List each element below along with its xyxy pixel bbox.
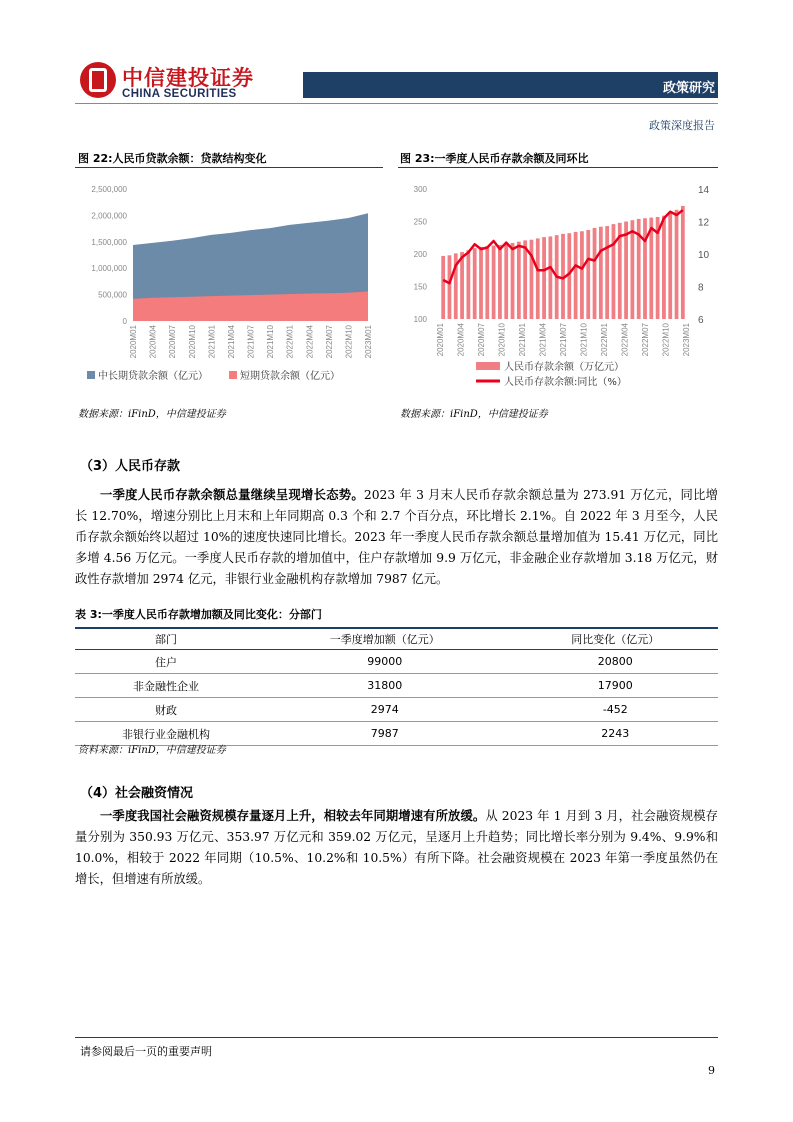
x-tick-label: 2021M10: [266, 325, 276, 359]
bar: [586, 230, 590, 319]
fig22-title: 图 22:人民币贷款余额：贷款结构变化: [78, 152, 267, 165]
y-tick-label: 1,500,000: [91, 237, 127, 247]
fig22-rule: [75, 167, 383, 168]
x-tick-label: 2022M07: [324, 325, 334, 359]
section3-paragraph: [75, 485, 718, 590]
section4-lead: 一季度我国社会融资规模存量逐月上升，相较去年同期增速有所放缓。: [100, 809, 486, 823]
table-cell: 非银行业金融机构: [75, 722, 257, 746]
y-tick-label: 2,500,000: [91, 185, 127, 194]
table-cell: 财政: [75, 698, 257, 722]
table-row: [75, 698, 718, 722]
x-tick-label: 2021M04: [226, 325, 236, 359]
table-cell: -452: [513, 698, 718, 722]
bar: [542, 237, 546, 319]
x-tick-label: 2022M01: [600, 323, 609, 357]
y-left-tick-label: 200: [413, 250, 427, 259]
y-right-tick-label: 8: [698, 282, 704, 294]
legend-label: 人民币存款余额:同比（%）: [504, 377, 627, 388]
bar: [630, 220, 634, 319]
bar: [448, 255, 452, 319]
logo-cn-text: 中信建投证券: [122, 66, 254, 90]
x-tick-label: 2021M04: [538, 323, 548, 357]
x-tick-label: 2020M01: [436, 323, 445, 357]
bar: [473, 248, 477, 319]
y-left-tick-label: 150: [413, 282, 427, 292]
table3-title: 表 3:一季度人民币存款增加额及同比变化：分部门: [75, 608, 322, 621]
bar: [536, 238, 540, 319]
y-right-tick-label: 14: [698, 185, 710, 196]
x-tick-label: 2020M10: [497, 323, 507, 357]
section3-body: 2023 年 3 月末人民币存款余额总量为 273.91 万亿元，同比增长 12.70%，增速分别比上月末和上年同期高 0.3 个和 2.7 个百分点，环比增长 2.1%。自 2022 年 3 月至今，人民币存款余额始终以超过 10%的速度快速同比增长。2023 年一季度人民币存款余额总量增加值为 15.41 万亿元，同比多增 4.56 万亿元。一季度人民币存款的增加值中，住户存款增加 9.9 万亿元，非金融企业存款增加 3.18 万亿元，财政性存款增加 2974 亿元，非银行业金融机构存款增加 7987 亿元。: [75, 488, 718, 586]
x-tick-label: 2022M01: [285, 325, 295, 359]
table3-source: 资料来源：iFinD，中信建投证券: [78, 745, 226, 756]
table-cell: 2243: [513, 722, 718, 746]
x-tick-label: 2022M07: [641, 323, 650, 357]
bar: [504, 244, 508, 319]
bar: [460, 252, 464, 319]
logo-en-text: CHINA SECURITIES: [122, 88, 237, 100]
bar: [479, 247, 483, 319]
section4-heading: （4）社会融资情况: [80, 786, 194, 801]
page-number: 9: [708, 1064, 715, 1077]
legend-swatch: [87, 371, 95, 379]
bar: [441, 256, 445, 319]
legend-swatch-bar: [476, 362, 500, 370]
header-section-title: 政策研究: [662, 81, 715, 96]
table-row: [75, 674, 718, 698]
x-tick-label: 2020M07: [168, 325, 178, 359]
legend-label: 人民币存款余额（万亿元）: [504, 362, 624, 373]
table-cell: 住户: [75, 650, 257, 674]
x-tick-label: 2023M01: [364, 325, 373, 359]
y-right-tick-label: 6: [698, 315, 704, 326]
x-tick-label: 2021M10: [579, 323, 589, 357]
report-type: 政策深度报告: [649, 119, 715, 132]
table3-header-cell: 部门: [75, 628, 257, 650]
y-tick-label: 0: [122, 317, 127, 326]
company-logo-icon: [80, 62, 116, 98]
table-cell: 2974: [257, 698, 513, 722]
bar: [605, 226, 609, 319]
fig23-rule: [398, 167, 718, 168]
x-tick-label: 2021M01: [518, 323, 527, 357]
table3: [75, 627, 718, 746]
bar: [485, 246, 489, 319]
legend-label: 中长期贷款余额（亿元）: [98, 371, 208, 382]
header-bar: [303, 72, 718, 98]
x-tick-label: 2022M10: [661, 323, 671, 357]
x-tick-label: 2022M10: [344, 325, 354, 359]
bar: [675, 210, 679, 319]
bar: [492, 246, 496, 319]
bar: [466, 250, 470, 319]
footer-note: 请参阅最后一页的重要声明: [80, 1045, 212, 1058]
table-row: [75, 650, 718, 674]
x-tick-label: 2020M04: [456, 323, 466, 357]
bar: [593, 228, 597, 319]
table3-header-cell: 同比变化（亿元）: [513, 628, 718, 650]
section4-paragraph: [75, 806, 718, 890]
section3-heading: （3）人民币存款: [80, 459, 181, 474]
bar: [599, 227, 603, 319]
bar: [517, 242, 521, 319]
x-tick-label: 2020M07: [477, 323, 486, 357]
table-cell: 非金融性企业: [75, 674, 257, 698]
y-tick-label: 1,000,000: [91, 264, 127, 274]
bar: [662, 216, 666, 319]
x-tick-label: 2021M07: [559, 323, 568, 357]
table-cell: 7987: [257, 722, 513, 746]
x-tick-label: 2020M01: [129, 325, 138, 359]
x-tick-label: 2022M04: [620, 323, 630, 357]
header-divider: [75, 103, 718, 104]
x-tick-label: 2022M04: [305, 325, 315, 359]
fig22-source: 数据来源：iFinD，中信建投证券: [78, 409, 226, 420]
bar: [530, 240, 534, 319]
section3-lead: 一季度人民币存款余额总量继续呈现增长态势。: [100, 488, 364, 502]
bar: [681, 206, 685, 319]
table3-header-row: [75, 628, 718, 650]
x-tick-label: 2020M10: [187, 325, 197, 359]
x-tick-label: 2021M07: [246, 325, 256, 359]
bar: [612, 224, 616, 319]
table-cell: 17900: [513, 674, 718, 698]
fig23-title: 图 23:一季度人民币存款余额及同环比: [400, 152, 589, 165]
x-tick-label: 2020M04: [148, 325, 158, 359]
legend-label: 短期贷款余额（亿元）: [240, 371, 340, 382]
bar: [580, 231, 584, 319]
y-tick-label: 2,000,000: [91, 211, 127, 221]
x-tick-label: 2023M01: [682, 323, 691, 357]
y-left-tick-label: 300: [413, 185, 427, 194]
fig22-chart: [75, 175, 385, 397]
bar: [511, 243, 515, 319]
y-right-tick-label: 10: [698, 250, 710, 261]
fig23-source: 数据来源：iFinD，中信建投证券: [400, 409, 548, 420]
table-cell: 99000: [257, 650, 513, 674]
bar: [668, 212, 672, 319]
y-left-tick-label: 100: [413, 315, 427, 324]
bar: [498, 245, 502, 319]
table3-header-cell: 一季度增加额（亿元）: [257, 628, 513, 650]
y-left-tick-label: 250: [413, 217, 427, 227]
fig23-chart: [398, 175, 718, 397]
bar: [574, 232, 578, 319]
footer-divider: [75, 1037, 718, 1038]
table-cell: 20800: [513, 650, 718, 674]
legend-swatch: [229, 371, 237, 379]
section4-body: 从 2023 年 1 月到 3 月，社会融资规模存量分别为 350.93 万亿元、353.97 万亿元和 359.02 万亿元，呈逐月上升趋势；同比增长率分别为 9.4%、9.9%和 10.0%，相较于 2022 年同期（10.5%、10.2%和 10.5%）有所下降。社会融资规模在 2023 年第一季度虽然仍在增长，但增速有所放缓。: [75, 809, 718, 886]
bar: [643, 218, 647, 319]
bar: [548, 236, 552, 319]
y-tick-label: 500,000: [98, 290, 127, 300]
bar: [523, 240, 527, 319]
table-cell: 31800: [257, 674, 513, 698]
x-tick-label: 2021M01: [207, 325, 217, 359]
y-right-tick-label: 12: [698, 217, 710, 229]
